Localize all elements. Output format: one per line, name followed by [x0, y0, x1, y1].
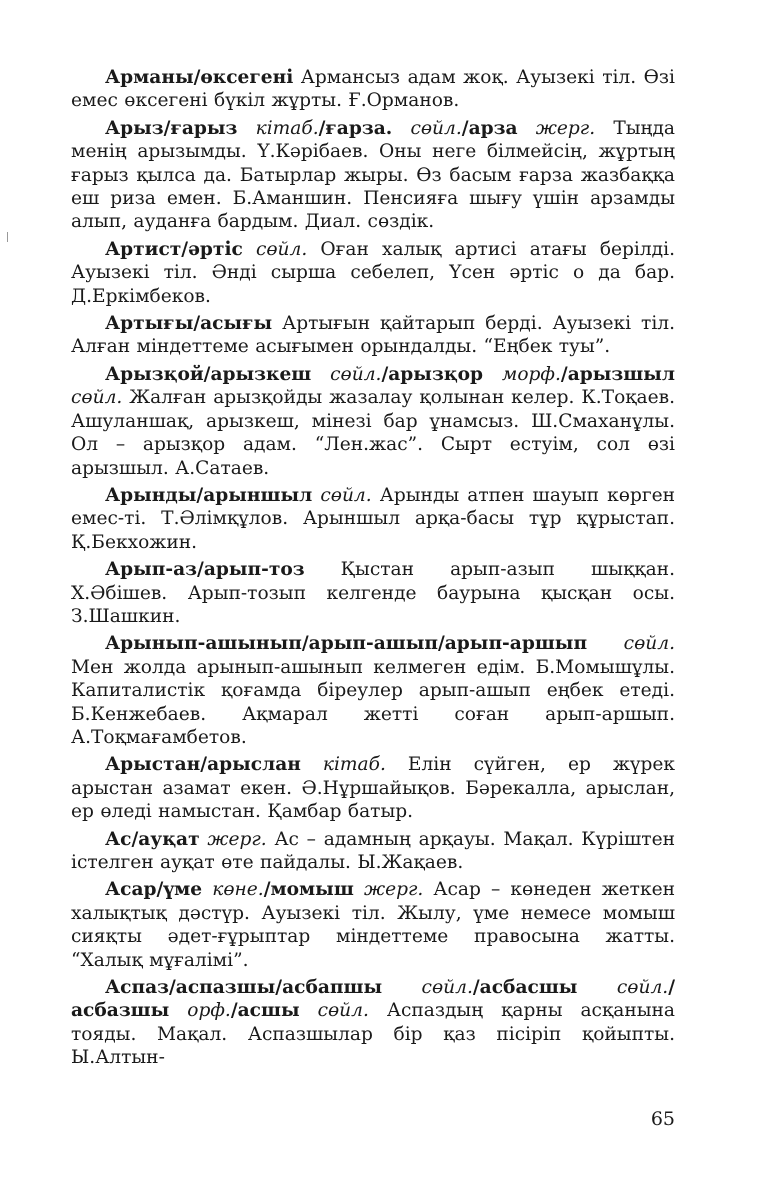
dictionary-entry — [71, 66, 675, 113]
usage-label: сөйл. — [320, 484, 372, 506]
entry-text: Арынды атпен шауып көрген емес-ті. Т.Әлімқұлов. Арыншыл арқа-басы тұр құрыстап. Қ.Бекхожин. — [71, 484, 675, 553]
entry-text: Аспаздың қарны асқанына тояды. Мақал. Аспазшылар бір қаз пісіріп қойыпты. Ы.Алтын- — [71, 1000, 675, 1069]
entry-text: Артығын қайтарып берді. Ауызекі тіл. Алған міндеттеме асығымен орындалды. “Еңбек туы”. — [71, 313, 675, 358]
headword: Арыз/ғарыз — [105, 117, 238, 139]
entry-text — [382, 977, 421, 998]
headword: Арынып-ашынып/арып-ашып/арып-аршып — [105, 633, 588, 655]
entry-text: Жалған арызқойды жазалау қолынан келер. К.Тоқаев. Ашуланшақ, арызкеш, мінезі бар ұнамсыз. Ш.Смаханұлы. Ол – арызқор адам. “Лен.жас”. Сырт естуім, сол өзі арызшыл. А.Сатаев. — [71, 387, 675, 479]
dictionary-entry — [71, 753, 675, 823]
usage-label: морф. — [501, 363, 561, 385]
usage-label: кітаб. — [255, 117, 319, 139]
entry-text — [587, 633, 624, 654]
entry-text — [483, 364, 502, 385]
dictionary-entry — [71, 117, 675, 234]
page-number: 65 — [650, 1108, 675, 1130]
usage-label: сөйл. — [623, 633, 675, 655]
headword: /асбасшы — [472, 977, 578, 999]
headword: Арызқой/арызкеш — [105, 363, 312, 385]
dictionary-entry — [71, 558, 675, 628]
entries-list — [71, 66, 675, 1070]
usage-label: сөйл. — [71, 387, 123, 409]
entry-text: Оған халық артисі атағы берілді. Ауызекі тіл. Әнді сырша себелеп, Үсен әртіс о да бар. Д.Еркімбеков. — [71, 238, 675, 307]
headword: /арза — [461, 117, 518, 139]
entry-text — [300, 1000, 318, 1021]
entry-text — [301, 754, 323, 775]
usage-label: кітаб. — [322, 754, 386, 776]
entry-text: Ас – адамның арқауы. Мақал. Күріштен істелген ауқат өте пайдалы. Ы.Жақаев. — [71, 828, 675, 873]
entry-text — [354, 879, 364, 900]
headword: Арманы/өксегені — [105, 67, 294, 88]
headword: /арызшыл — [560, 363, 675, 385]
headword: /асшы — [230, 1000, 300, 1022]
entry-text: Мен жолда арынып-ашынып келмеген едім. Б.Момышұлы. Капиталистік қоғамда біреулер арып-ашып еңбек етеді. Б.Кенжебаев. Ақмарал жетті соған арып-аршып. А.Тоқмағамбетов. — [71, 656, 675, 748]
headword: /асбазшы — [71, 977, 675, 1022]
usage-label: сөйл. — [317, 1000, 369, 1022]
dictionary-entry — [71, 976, 675, 1070]
headword: Арыстан/арыслан — [105, 754, 301, 776]
entry-text — [311, 364, 330, 385]
headword: Арынды/арыншыл — [105, 484, 313, 506]
usage-label: сөйл. — [255, 238, 308, 260]
usage-label: сөйл. — [421, 977, 473, 999]
headword: Аспаз/аспазшы/асбапшы — [105, 977, 383, 999]
entry-text: Асар – көнеден жеткен халықтық дәстүр. Ауызекі тіл. Жылу, үме немесе момыш сияқты әдет-ғұрыптар міндеттеме правосына жатты. “Халық мұғалімі”. — [71, 879, 675, 971]
usage-label: сөйл. — [330, 363, 382, 385]
headword: /момыш — [263, 879, 354, 901]
entry-text: Тыңда менің арызымды. Ү.Кәрібаев. Оны неге білмейсің, жұртың ғарыз қылса да. Батырлар жыры. Өз басым ғарза жазбаққа еш риза емен. Б.Аманшин. Пенсияға шығу үшін арзамды алып, ауданға бардым. Диал. сөздік. — [71, 117, 675, 233]
usage-label: жерг. — [535, 117, 596, 139]
entry-text — [518, 118, 536, 139]
entry-text — [392, 118, 410, 139]
headword: Артист/әртіс — [105, 238, 243, 260]
entry-text — [169, 1000, 187, 1021]
dictionary-entry — [71, 828, 675, 875]
dictionary-entry — [71, 632, 675, 749]
entry-text — [243, 239, 256, 260]
headword: Артығы/асығы — [105, 313, 273, 335]
usage-label: сөйл. — [410, 117, 462, 139]
headword: Ас/ауқат — [105, 828, 200, 850]
dictionary-entry — [71, 238, 675, 308]
dictionary-entry — [71, 878, 675, 972]
entry-text: Қыстан арып-азып шыққан. Х.Әбішев. Арып-тозып келгенде баурына қысқан осы. З.Шашкин. — [71, 559, 675, 627]
entry-text — [577, 977, 616, 998]
headword: /ғарза. — [318, 117, 393, 139]
usage-label: жерг. — [363, 879, 424, 901]
dictionary-entry — [71, 312, 675, 359]
headword: Асар/үме — [105, 879, 203, 901]
dictionary-entry — [71, 484, 675, 554]
usage-label: көне. — [212, 879, 264, 901]
entry-text: Армансыз адам жоқ. Ауызекі тіл. Өзі емес өксегені бүкіл жұрты. Ғ.Орманов. — [71, 67, 675, 112]
headword: /арызқор — [381, 363, 484, 385]
usage-label: жерг. — [207, 828, 267, 850]
usage-label: орф. — [187, 1000, 231, 1022]
entry-text — [237, 118, 255, 139]
headword: Арып-аз/арып-тоз — [105, 559, 305, 581]
entry-text: Елін сүйген, ер жүрек арыстан азамат екен. Ә.Нұршайықов. Бәрекалла, арыслан, ер өледі намыстан. Қамбар батыр. — [71, 754, 675, 823]
margin-mark — [7, 232, 8, 242]
entry-text — [202, 879, 212, 900]
dictionary-entry — [71, 363, 675, 480]
usage-label: сөйл. — [616, 977, 669, 999]
